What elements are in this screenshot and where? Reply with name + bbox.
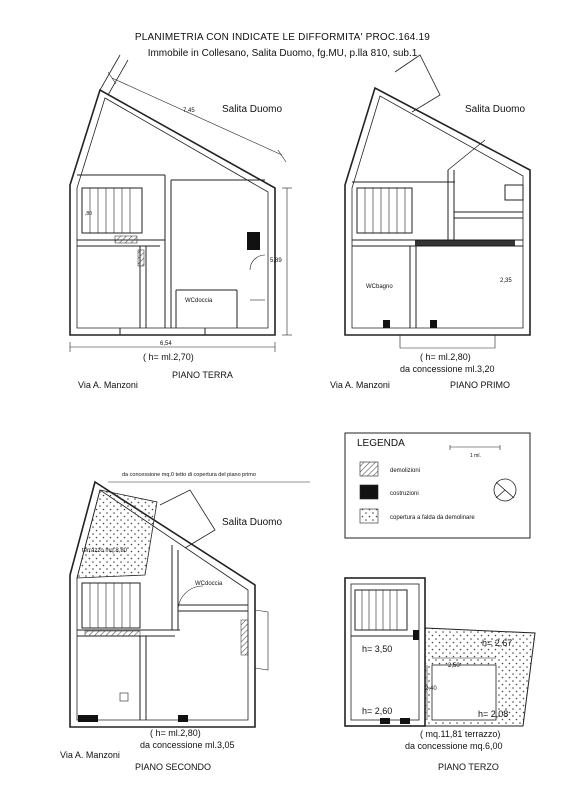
primo-street-top: Salita Duomo [465,104,526,115]
legend-hatch-swatch [360,462,378,476]
terzo-h3: h= 2,67 [482,638,513,648]
secondo-terrace-label: terrazzo mq.8,80 [82,548,128,554]
terzo-plan-name: PIANO TERZO [438,762,499,772]
legend-solid-swatch [360,485,378,499]
terzo-h2: h= 2,60 [362,706,393,716]
legend-item-construction: costruzioni [390,491,419,497]
primo-height: ( h= ml.2,80) [420,352,471,362]
plan-piano-terra [70,55,292,352]
terzo-terrace: ( mq.11,81 terrazzo) [420,729,501,739]
secondo-room-label: WCdoccia [195,581,223,587]
primo-street-left: Via A. Manzoni [330,380,390,390]
primo-room-label: WCbagno [366,284,393,290]
primo-plan-name: PIANO PRIMO [450,380,511,390]
terzo-dim-a: 2,50 [448,663,460,669]
secondo-street-left: Via A. Manzoni [60,750,120,760]
terra-dim-top: 7,45 [183,108,195,114]
terra-dim-right: 5,89 [270,258,282,264]
drawing-title: PLANIMETRIA CON INDICATE LE DIFFORMITA' PROC.164.19 [134,32,431,43]
legend-item-roof: copertura a falda da demolinare [390,515,475,521]
legend-dots-swatch [360,509,378,523]
terra-dim-bottom: 6,54 [160,341,172,347]
terra-plan-name: PIANO TERRA [172,370,233,380]
terra-street-left: Via A. Manzoni [78,380,138,390]
terzo-dim-b: 2,40 [425,686,437,692]
legend-title: LEGENDA [357,438,405,449]
property-description: Immobile in Collesano, Salita Duomo, fg.MU, p.lla 810, sub.1 [147,48,418,59]
secondo-note: da concessione mq.0 tetto di copertura del piano primo [122,472,256,478]
primo-dim-inner: 2,35 [500,278,512,284]
terra-small-label: ,80 [85,211,92,217]
plan-piano-primo [345,55,530,348]
terzo-h1: h= 3,50 [362,644,393,654]
secondo-height: ( h= ml.2,80) [150,728,201,738]
terra-height: ( h= ml.2,70) [143,352,194,362]
secondo-concession: da concessione ml.3,05 [140,740,235,750]
legend-scale: 1 ml. [470,453,481,459]
secondo-street-top: Salita Duomo [222,517,283,528]
primo-concession: da concessione ml.3,20 [400,364,495,374]
terzo-concession: da concessione mq.6,00 [405,741,503,751]
terzo-h4: h= 2,08 [478,709,509,719]
terra-room-label: WCdoccia [185,298,213,304]
terra-street-top: Salita Duomo [222,104,283,115]
legend-item-demolition: demolizioni [390,468,421,474]
secondo-plan-name: PIANO SECONDO [135,762,212,772]
